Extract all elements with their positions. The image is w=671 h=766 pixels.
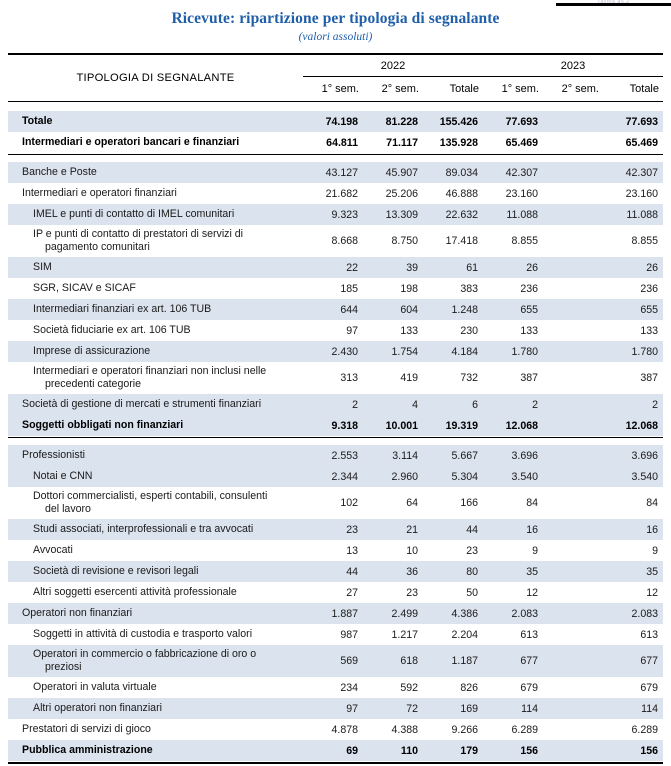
table-row	[8, 278, 663, 299]
table-row	[8, 225, 663, 257]
row-value: 1.754	[363, 341, 423, 362]
row-value: 8.750	[391, 235, 418, 247]
table-spacer-row	[8, 438, 663, 446]
row-value: 9	[532, 544, 538, 557]
header-year-2023: 2023	[483, 56, 663, 77]
table-row	[8, 183, 663, 204]
header-2022-totale: Totale	[449, 82, 479, 95]
row-label: Intermediari finanziari ex art. 106 TUB	[8, 299, 303, 320]
row-label: SGR, SICAV e SICAF	[33, 281, 136, 294]
row-value	[543, 740, 603, 761]
row-value: 234	[340, 681, 358, 694]
row-value: 10.001	[363, 415, 423, 436]
row-value	[543, 603, 603, 624]
row-value	[543, 487, 603, 519]
row-value: 46.888	[445, 187, 478, 200]
row-value: 1.187	[423, 645, 483, 677]
row-value: 569	[303, 645, 363, 677]
row-value: 236	[520, 282, 538, 295]
row-value: 84	[526, 497, 538, 509]
row-value: 2.430	[303, 341, 363, 362]
row-label: Soggetti in attività di custodia e trasporto valori	[33, 627, 253, 640]
row-value	[543, 540, 603, 561]
table-row	[8, 341, 663, 362]
row-value	[543, 415, 603, 436]
row-value	[543, 519, 603, 540]
row-value	[543, 466, 603, 487]
page-title: Ricevute: ripartizione per tipologia di segnalante	[171, 10, 500, 27]
data-table	[8, 53, 663, 764]
row-value: 65.469	[625, 136, 658, 149]
row-value: 6.289	[511, 723, 538, 736]
header-2023-sem2: 2° sem.	[561, 82, 599, 95]
row-value: 3.696	[603, 445, 663, 466]
row-value: 2.553	[303, 445, 363, 466]
table-row	[8, 740, 663, 761]
row-value: 3.114	[363, 445, 423, 466]
row-value: 655	[483, 299, 543, 320]
row-value: 26	[603, 257, 663, 278]
row-value: 12	[646, 586, 658, 599]
row-value: 383	[460, 282, 478, 295]
row-value: 44	[423, 519, 483, 540]
row-value: 71.117	[386, 136, 418, 149]
row-value: 26	[483, 257, 543, 278]
row-value: 114	[483, 698, 543, 719]
row-value	[543, 299, 603, 320]
table-row	[8, 698, 663, 719]
row-value	[543, 320, 603, 341]
row-value: 22	[303, 257, 363, 278]
title-block	[0, 0, 671, 45]
row-value: 2	[303, 394, 363, 415]
row-value	[543, 257, 603, 278]
row-value: 21	[363, 519, 423, 540]
row-value: 36	[363, 561, 423, 582]
table-row	[8, 394, 663, 415]
row-value: 16	[483, 519, 543, 540]
row-value: 604	[363, 299, 423, 320]
row-value: 618	[363, 645, 423, 677]
row-value: 732	[460, 372, 478, 384]
table-body	[8, 102, 663, 764]
row-value	[543, 698, 603, 719]
row-value: 1.217	[391, 628, 418, 641]
row-label: Soggetti obbligati non finanziari	[8, 415, 303, 436]
header-2022-sem2: 2° sem.	[381, 82, 419, 95]
row-value: 39	[363, 257, 423, 278]
row-value: 419	[400, 372, 418, 384]
row-value: 4.878	[331, 723, 358, 736]
row-value: 133	[400, 324, 418, 337]
row-value	[543, 204, 603, 225]
row-value: 42.307	[483, 162, 543, 183]
row-label: Operatori non finanziari	[8, 603, 303, 624]
row-label: Operatori in commercio o fabbricazione di oro o preziosi	[8, 645, 303, 677]
row-value: 156	[603, 740, 663, 761]
row-label: SIM	[8, 257, 303, 278]
table-row	[8, 561, 663, 582]
row-value: 97	[303, 698, 363, 719]
row-value: 2.083	[483, 603, 543, 624]
row-value: 3.540	[603, 466, 663, 487]
row-value: 110	[363, 740, 423, 761]
row-value: 592	[400, 681, 418, 694]
row-value: 21.682	[325, 187, 358, 200]
table-section-rule	[8, 761, 663, 763]
header-label-cell: TIPOLOGIA DI SEGNALANTE	[76, 72, 235, 84]
table-row	[8, 645, 663, 677]
row-value	[543, 445, 603, 466]
row-value: 11.088	[483, 204, 543, 225]
row-value: 644	[303, 299, 363, 320]
row-value: 44	[303, 561, 363, 582]
row-label: Operatori in valuta virtuale	[33, 680, 157, 693]
row-value: 236	[640, 282, 658, 295]
row-value: 133	[640, 324, 658, 337]
row-value: 72	[363, 698, 423, 719]
row-value: 1.248	[423, 299, 483, 320]
row-value: 9.323	[303, 204, 363, 225]
table-row	[8, 299, 663, 320]
table-row	[8, 257, 663, 278]
header-2023-sem1: 1° sem.	[501, 82, 539, 95]
row-value: 12	[526, 586, 538, 599]
table-row	[8, 603, 663, 624]
row-value: 50	[466, 586, 478, 599]
row-value: 77.693	[603, 111, 663, 132]
row-value	[543, 624, 603, 645]
row-value: 65.469	[505, 136, 538, 149]
row-value: 81.228	[363, 111, 423, 132]
table-row	[8, 320, 663, 341]
row-value: 45.907	[363, 162, 423, 183]
table-row	[8, 415, 663, 436]
table-spacer-row	[8, 102, 663, 112]
row-value: 19.319	[423, 415, 483, 436]
row-label: Banche e Poste	[8, 162, 303, 183]
row-value: 2.204	[451, 628, 478, 641]
table-row	[8, 204, 663, 225]
row-value: 4.184	[423, 341, 483, 362]
header-2022-sem1: 1° sem.	[321, 82, 359, 95]
row-value: 5.667	[423, 445, 483, 466]
row-value: 11.088	[603, 204, 663, 225]
row-value	[543, 111, 603, 132]
row-label: IP e punti di contatto di prestatori di servizi di pagamento comunitari	[33, 227, 244, 253]
row-value: 84	[646, 497, 658, 509]
row-label: Pubblica amministrazione	[8, 740, 303, 761]
row-value: 169	[423, 698, 483, 719]
row-label: Professionisti	[8, 445, 303, 466]
row-value: 35	[483, 561, 543, 582]
row-value	[543, 183, 603, 204]
row-value	[543, 677, 603, 698]
row-value: 12.068	[483, 415, 543, 436]
row-value: 135.928	[439, 136, 478, 149]
table-row	[8, 677, 663, 698]
table-head	[8, 54, 663, 102]
row-value: 23	[466, 544, 478, 557]
row-label: Intermediari e operatori bancari e finanziari	[22, 135, 240, 148]
header-year-row	[8, 56, 663, 77]
row-value: 679	[640, 681, 658, 694]
row-value: 3.540	[483, 466, 543, 487]
row-value: 2	[483, 394, 543, 415]
row-value: 23	[406, 586, 418, 599]
page-corner-note: Tavola a5.2	[597, 0, 630, 3]
row-value: 61	[423, 257, 483, 278]
row-value: 987	[340, 628, 358, 641]
row-value: 64	[406, 497, 418, 509]
row-value: 9.318	[303, 415, 363, 436]
row-value	[543, 394, 603, 415]
row-value	[543, 278, 603, 299]
table-row	[8, 582, 663, 603]
row-value: 230	[460, 324, 478, 337]
row-value: 13	[346, 544, 358, 557]
row-label: Dottori commercialisti, esperti contabili, consulenti del lavoro	[33, 489, 268, 515]
row-value	[543, 645, 603, 677]
row-value: 4.388	[391, 723, 418, 736]
row-label: Imprese di assicurazione	[8, 341, 303, 362]
row-value: 35	[603, 561, 663, 582]
row-value: 114	[603, 698, 663, 719]
row-label: Altri soggetti esercenti attività professionale	[33, 585, 237, 598]
row-value: 8.855	[631, 235, 658, 247]
row-value: 77.693	[483, 111, 543, 132]
row-value: 12.068	[603, 415, 663, 436]
row-value: 13.309	[363, 204, 423, 225]
row-value: 1.780	[603, 341, 663, 362]
top-rule-fragment	[556, 3, 671, 6]
row-value: 2.499	[363, 603, 423, 624]
row-value: 677	[483, 645, 543, 677]
row-value: 89.034	[423, 162, 483, 183]
table-row	[8, 466, 663, 487]
row-value: 826	[460, 681, 478, 694]
row-label: Totale	[8, 111, 303, 132]
table-row	[8, 362, 663, 394]
table-row	[8, 132, 663, 153]
table-wrapper	[0, 53, 671, 764]
row-value: 6.289	[631, 723, 658, 736]
row-value: 22.632	[423, 204, 483, 225]
row-value: 25.206	[385, 187, 418, 200]
row-value	[543, 225, 603, 257]
row-value: 3.696	[483, 445, 543, 466]
row-value: 8.855	[511, 235, 538, 247]
row-value: 17.418	[445, 235, 478, 247]
row-value: 8.668	[331, 235, 358, 247]
row-value: 2	[603, 394, 663, 415]
row-value: 80	[423, 561, 483, 582]
row-value	[543, 561, 603, 582]
row-value: 23.160	[505, 187, 538, 200]
table-row	[8, 624, 663, 645]
row-value	[543, 719, 603, 740]
table-spacer-row	[8, 155, 663, 163]
row-value	[543, 162, 603, 183]
table-row	[8, 487, 663, 519]
row-value: 4.386	[423, 603, 483, 624]
row-value: 23.160	[625, 187, 658, 200]
row-label: IMEL e punti di contatto di IMEL comunitari	[8, 204, 303, 225]
row-value: 313	[340, 372, 358, 384]
row-value: 655	[603, 299, 663, 320]
row-value: 43.127	[303, 162, 363, 183]
table-row	[8, 540, 663, 561]
row-value: 133	[520, 324, 538, 337]
row-value: 155.426	[423, 111, 483, 132]
row-value: 387	[640, 372, 658, 384]
row-value: 613	[520, 628, 538, 641]
row-label: Prestatori di servizi di gioco	[22, 722, 151, 735]
row-value: 2.344	[303, 466, 363, 487]
row-label: Avvocati	[33, 543, 73, 556]
row-label: Intermediari e operatori finanziari non inclusi nelle precedenti categorie	[33, 364, 267, 390]
row-value	[543, 132, 603, 153]
row-value: 64.811	[326, 136, 358, 149]
row-value: 179	[423, 740, 483, 761]
row-value: 5.304	[423, 466, 483, 487]
header-2023-totale: Totale	[629, 82, 659, 95]
row-value: 10	[406, 544, 418, 557]
row-label: Società fiduciarie ex art. 106 TUB	[33, 323, 191, 336]
row-value: 23	[303, 519, 363, 540]
table-row	[8, 445, 663, 466]
row-value: 198	[400, 282, 418, 295]
row-value: 42.307	[603, 162, 663, 183]
table-row	[8, 162, 663, 183]
row-value: 102	[340, 497, 358, 509]
row-value: 387	[520, 372, 538, 384]
row-value: 679	[520, 681, 538, 694]
row-label: Altri operatori non finanziari	[8, 698, 303, 719]
row-value: 9.266	[451, 723, 478, 736]
table-row	[8, 519, 663, 540]
row-value: 2.960	[363, 466, 423, 487]
row-value: 166	[460, 497, 478, 509]
row-value	[543, 362, 603, 394]
row-value: 74.198	[303, 111, 363, 132]
row-value: 185	[340, 282, 358, 295]
row-value: 1.780	[483, 341, 543, 362]
row-value	[543, 341, 603, 362]
header-year-2022: 2022	[303, 56, 483, 77]
row-label: Studi associati, interprofessionali e tra avvocati	[8, 519, 303, 540]
table-row	[8, 719, 663, 740]
row-value: 677	[603, 645, 663, 677]
row-value: 6	[423, 394, 483, 415]
row-value	[543, 582, 603, 603]
row-label: Notai e CNN	[8, 466, 303, 487]
row-value: 613	[640, 628, 658, 641]
row-value: 156	[483, 740, 543, 761]
row-value: 1.887	[303, 603, 363, 624]
row-label: Società di gestione di mercati e strumenti finanziari	[8, 394, 303, 415]
row-value: 97	[346, 324, 358, 337]
row-value: 2.083	[603, 603, 663, 624]
row-label: Società di revisione e revisori legali	[8, 561, 303, 582]
row-label: Intermediari e operatori finanziari	[22, 186, 177, 199]
page-subtitle: (valori assoluti)	[298, 31, 373, 43]
row-value: 9	[652, 544, 658, 557]
row-value: 4	[363, 394, 423, 415]
row-value: 27	[346, 586, 358, 599]
row-value: 16	[603, 519, 663, 540]
row-value: 69	[303, 740, 363, 761]
table-row	[8, 111, 663, 132]
